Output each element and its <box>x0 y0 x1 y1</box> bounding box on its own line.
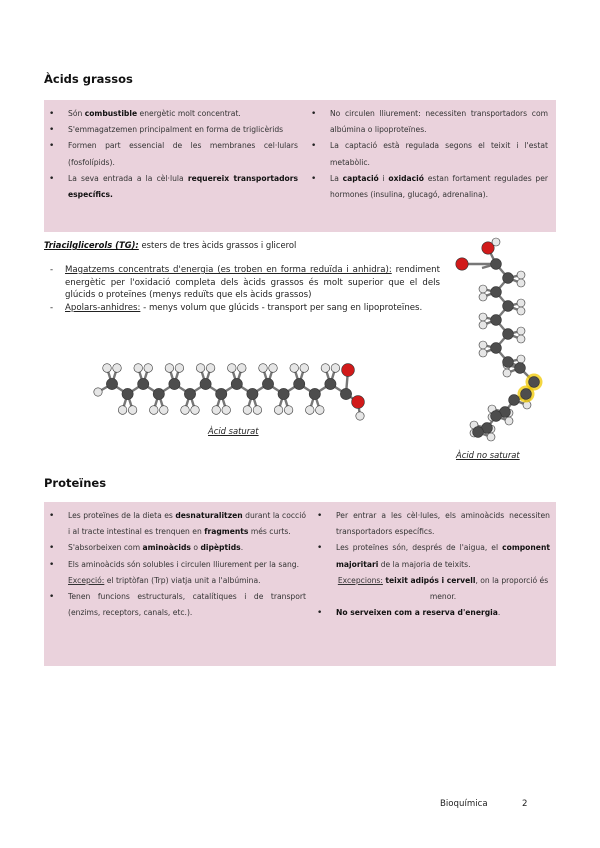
hydrogen-atom <box>316 406 325 415</box>
hydrogen-atom <box>274 406 283 415</box>
carbon-atom <box>138 378 149 389</box>
proteins-left-list <box>44 508 306 621</box>
list-item <box>44 589 306 621</box>
hydrogen-atom <box>284 406 293 415</box>
text-run: No circulen lliurement: necessiten transportadors com albúmina o lipoproteïnes. <box>330 109 548 135</box>
hydrogen-atom <box>505 417 513 425</box>
carbon-atom <box>503 273 514 284</box>
carbon-atom <box>325 378 336 389</box>
hydrogen-atom <box>228 364 237 373</box>
hydrogen-atom <box>113 364 122 373</box>
hydrogen-atom <box>94 388 102 396</box>
hydrogen-atom <box>165 364 174 373</box>
hydrogen-atom <box>306 406 315 415</box>
hydrogen-atom <box>118 406 127 415</box>
hydrogen-atom <box>517 327 525 335</box>
hydrogen-atom <box>517 355 525 363</box>
carbon-atom <box>503 301 514 312</box>
hydrogen-atom <box>479 341 487 349</box>
hydrogen-atom <box>259 364 268 373</box>
carbon-atom <box>262 378 273 389</box>
text-run: La <box>330 173 343 183</box>
note-line <box>44 573 306 589</box>
oxygen-atom <box>352 396 365 409</box>
list-item <box>44 508 306 540</box>
carbon-atom <box>491 259 502 270</box>
text-run: Excepció: <box>68 575 105 585</box>
text-run: combustible <box>84 109 138 118</box>
hydrogen-atom <box>206 364 215 373</box>
list-item <box>306 138 548 170</box>
hydrogen-atom <box>175 364 184 373</box>
hydrogen-atom <box>331 364 340 373</box>
text-run: desnaturalitzen <box>175 511 243 520</box>
hydrogen-atom <box>222 406 231 415</box>
text-run: Són <box>68 109 85 118</box>
carbon-atom <box>153 388 164 399</box>
list-item <box>312 508 550 540</box>
carbon-atom <box>340 388 351 399</box>
text-run: Els aminoàcids són solubles i circulen lliurement per la sang. <box>68 559 300 569</box>
note-line <box>312 573 550 605</box>
tg-list <box>50 264 440 314</box>
tg-title-rest: esters de tres àcids grassos i glicerol <box>138 240 297 250</box>
tg-item1-label: Magatzems concentrats d'energia (es troben en forma reduïda i anhidra): <box>65 265 392 275</box>
fatty-acids-right-column <box>306 106 548 203</box>
carbon-atom <box>529 377 540 388</box>
text-run: aminoàcids <box>142 543 191 553</box>
hydrogen-atom <box>134 364 143 373</box>
page-number: 2 <box>522 799 528 809</box>
text-run: de la majoria de teixits. <box>378 559 471 569</box>
hydrogen-atom <box>144 364 153 373</box>
text-run: La captació està regulada segons el teixit i l'estat metabòlic. <box>330 141 548 167</box>
hydrogen-atom <box>503 369 511 377</box>
carbon-atom <box>106 378 117 389</box>
carbon-atom <box>491 343 502 354</box>
hydrogen-atom <box>492 238 500 246</box>
hydrogen-atom <box>212 406 221 415</box>
hydrogen-atom <box>181 406 190 415</box>
tg-list-item <box>50 302 440 315</box>
list-item <box>44 540 306 556</box>
saturated-fatty-acid-molecule <box>90 358 400 424</box>
section-title-fatty-acids: Àcids grassos <box>44 72 133 86</box>
tg-item2-label: Apolars-anhidres: <box>65 302 141 313</box>
list-item <box>44 106 298 122</box>
footer-subject: Bioquímica <box>440 799 488 809</box>
hydrogen-atom <box>290 364 299 373</box>
hydrogen-atom <box>128 406 137 415</box>
hydrogen-atom <box>517 335 525 343</box>
text-run: Excepcions: <box>337 575 383 585</box>
hydrogen-atom <box>517 307 525 315</box>
hydrogen-atom <box>238 364 247 373</box>
oxygen-atom <box>456 258 468 270</box>
hydrogen-atom <box>321 364 330 373</box>
carbon-atom <box>491 411 502 422</box>
tg-title <box>44 240 296 250</box>
carbon-atom <box>247 388 258 399</box>
fatty-acids-left-column <box>44 106 298 203</box>
hydrogen-atom <box>487 433 495 441</box>
hydrogen-atom <box>479 293 487 301</box>
dash-marker: - <box>50 265 54 275</box>
hydrogen-atom <box>269 364 278 373</box>
hydrogen-atom <box>517 299 525 307</box>
text-run: captació <box>342 173 379 183</box>
oxygen-atom <box>342 364 355 377</box>
fatty-acids-left-list <box>44 106 298 203</box>
text-run: . <box>240 543 244 553</box>
text-run: , on la proporció és menor. <box>429 575 549 602</box>
hydrogen-atom <box>103 364 112 373</box>
text-run: S'emmagatzemen principalment en forma de triglicèrids <box>68 125 284 135</box>
tg-item2-text: - menys volum que glúcids - transport per sang en lipoproteïnes. <box>140 302 423 313</box>
tg-list-item <box>50 264 440 302</box>
text-run: energètic molt concentrat. <box>137 109 241 118</box>
carbon-atom <box>294 378 305 389</box>
hydrogen-atom <box>479 349 487 357</box>
saturated-caption: Àcid saturat <box>208 426 259 436</box>
fatty-acids-right-list <box>306 106 548 203</box>
hydrogen-atom <box>253 406 262 415</box>
carbon-atom <box>473 427 484 438</box>
carbon-atom <box>216 388 227 399</box>
text-run: component majoritari <box>336 543 550 569</box>
text-run: Per entrar a les cèl·lules, els aminoàcids necessiten transportadors específics. <box>336 511 550 537</box>
hydrogen-atom <box>479 313 487 321</box>
unsaturated-caption: Àcid no saturat <box>456 450 520 460</box>
carbon-atom <box>521 389 532 400</box>
carbon-atom <box>491 287 502 298</box>
carbon-atom <box>503 329 514 340</box>
text-run: Les proteïnes de la dieta es <box>68 511 176 520</box>
text-run: No serveixen com a reserva d'energia <box>336 608 498 618</box>
text-run: i <box>378 173 389 183</box>
text-run: o <box>190 543 201 553</box>
hydrogen-atom <box>191 406 200 415</box>
proteins-right-list <box>312 508 550 621</box>
text-run: . <box>497 608 501 618</box>
text-run: oxidació <box>388 173 424 183</box>
hydrogen-atom <box>479 285 487 293</box>
hydrogen-atom <box>356 412 364 420</box>
text-run: durant la cocció i al tracte intestinal es trenquen en <box>68 511 306 537</box>
list-item <box>44 557 306 573</box>
list-item <box>44 138 298 170</box>
carbon-atom <box>231 378 242 389</box>
hydrogen-atom <box>479 321 487 329</box>
carbon-atom <box>509 395 520 406</box>
text-run: fragments <box>204 527 249 537</box>
section-title-proteins: Proteïnes <box>44 476 107 490</box>
tg-title-label: Triacilglicerols (TG): <box>44 240 139 250</box>
tg-item1-text: rendiment energètic per l'oxidació completa dels àcids grassos és molt superior que el dels glúcids o proteïnes (menys reduïts que els àcids grassos) <box>65 265 440 301</box>
carbon-atom <box>309 388 320 399</box>
list-item <box>312 605 550 621</box>
text-run: teixit adipós i cervell <box>385 575 476 585</box>
carbon-atom <box>491 315 502 326</box>
list-item <box>306 171 548 203</box>
text-run: Formen part essencial de les membranes cel·lulars (fosfolípids). <box>68 141 298 167</box>
hydrogen-atom <box>160 406 169 415</box>
proteins-right-column <box>312 508 550 621</box>
carbon-atom <box>200 378 211 389</box>
carbon-atom <box>278 388 289 399</box>
carbon-atom <box>169 378 180 389</box>
dash-marker: - <box>50 302 54 313</box>
text-run: el triptòfan (Trp) viatja unit a l'albúmina. <box>104 575 261 585</box>
list-item <box>44 122 298 138</box>
text-run: Les proteïnes són, després de l'aigua, el <box>336 543 503 553</box>
hydrogen-atom <box>300 364 309 373</box>
text-run: La seva entrada a la cèl·lula <box>68 173 188 183</box>
list-item <box>312 540 550 572</box>
text-run: Tenen funcions estructurals, catalítiques i de transport (enzims, receptors, canals, etc.). <box>68 592 306 618</box>
hydrogen-atom <box>517 279 525 287</box>
text-run: dipèptids <box>200 543 241 553</box>
fatty-acids-box <box>44 100 556 232</box>
text-run: S'absorbeixen com <box>68 543 143 553</box>
hydrogen-atom <box>517 271 525 279</box>
proteins-box <box>44 502 556 666</box>
carbon-atom <box>184 388 195 399</box>
proteins-left-column <box>44 508 306 621</box>
list-item <box>306 106 548 138</box>
hydrogen-atom <box>196 364 205 373</box>
carbon-atom <box>503 357 514 368</box>
carbon-atom <box>515 363 526 374</box>
text-run: estan fortament regulades per hormones (insulina, glucagó, adrenalina). <box>330 173 548 200</box>
unsaturated-fatty-acid-molecule <box>444 236 564 444</box>
carbon-atom <box>122 388 133 399</box>
hydrogen-atom <box>243 406 252 415</box>
text-run: més curts. <box>248 527 291 537</box>
hydrogen-atom <box>150 406 159 415</box>
list-item <box>44 171 298 203</box>
text-run: requereix transportadors específics. <box>68 173 298 200</box>
